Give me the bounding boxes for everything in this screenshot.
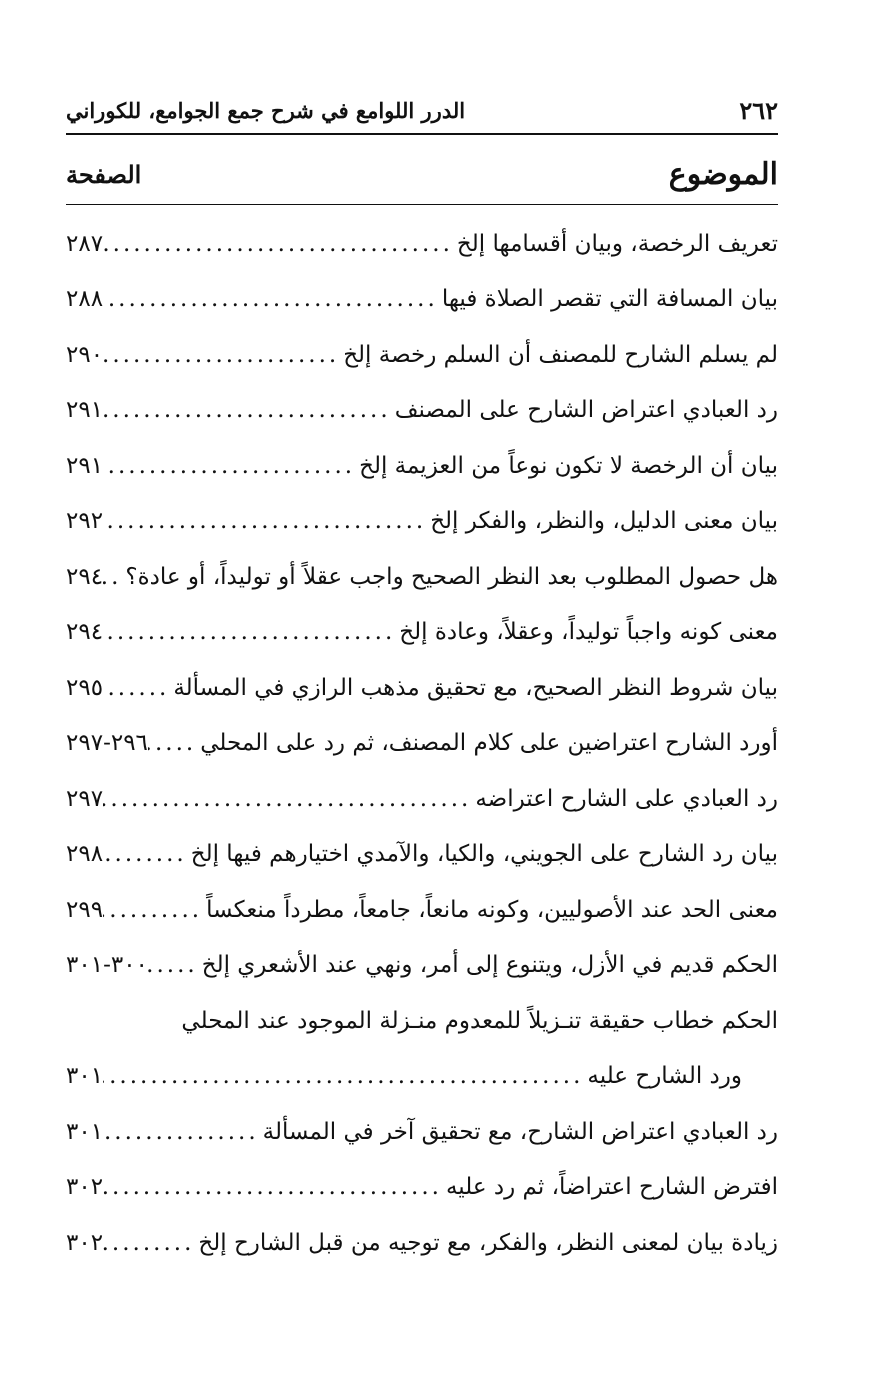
entry-title: بيان معنى الدليل، والنظر، والفكر إلخ [430,508,778,535]
index-entry [66,771,778,827]
column-divider [66,204,778,205]
dot-leader [103,1230,198,1256]
dot-leader [103,231,457,257]
entry-page: ٣٠١ [66,1063,104,1090]
dot-leader [103,508,430,534]
index-entry [66,882,778,938]
dot-leader [103,619,399,645]
entry-title: رد العبادي اعتراض الشارح على المصنف [394,397,778,424]
entry-title: بيان أن الرخصة لا تكون نوعاً من العزيمة إلخ [359,452,778,479]
index-entry [66,716,778,772]
dot-leader [103,1119,263,1145]
dot-leader [148,730,200,756]
dot-leader [103,786,475,812]
index-entry [66,938,778,994]
entry-title: بيان المسافة التي تقصر الصلاة فيها [441,286,778,313]
entry-title: رد العبادي على الشارح اعتراضه [475,785,778,812]
entry-page: ٢٩٤ [66,619,104,646]
entry-page: ٣٠٢ [66,1174,104,1201]
entry-title: الحكم قديم في الأزل، ويتنوع إلى أمر، ونهي عند الأشعري إلخ [201,952,778,979]
index-entry [66,1049,778,1105]
dot-leader [103,675,173,701]
index-entry [66,272,778,328]
header-divider [66,133,778,135]
entry-title: تعريف الرخصة، وبيان أقسامها إلخ [456,230,778,257]
index-entry [66,327,778,383]
entry-title: زيادة بيان لمعنى النظر، والفكر، مع توجيه من قبل الشارح إلخ [198,1229,778,1256]
dot-leader [103,897,206,923]
entry-page: ٢٩٥ [66,674,104,701]
index-page [66,0,778,1379]
page-number: ٢٦٢ [739,95,778,125]
entry-page: ٢٩٩ [66,896,104,923]
entry-page: ٣٠٠-٣٠١ [66,952,148,979]
book-title: الدرر اللوامع في شرح جمع الجوامع، للكوراني [66,97,466,123]
entry-title: ورد الشارح عليه [587,1063,742,1090]
dot-leader [103,564,125,590]
index-entry [66,660,778,716]
index-entry [66,605,778,661]
topic-column-header: الموضوع [668,156,778,192]
entry-page: ٢٨٨ [66,286,104,313]
running-header [66,92,778,128]
index-entry [66,216,778,272]
index-entry [66,438,778,494]
entry-title: رد العبادي اعتراض الشارح، مع تحقيق آخر في المسألة [262,1118,778,1145]
entry-title: لم يسلم الشارح للمصنف أن السلم رخصة إلخ [343,341,778,368]
entry-page: ٢٩٠ [66,341,104,368]
entry-title: معنى الحد عند الأصوليين، وكونه مانعاً، جامعاً، مطرداً منعكساً [206,896,778,923]
column-headers [66,150,778,198]
dot-leader [103,286,442,312]
entry-page: ٢٩٨ [66,841,104,868]
entry-page: ٢٨٧ [66,230,104,257]
dot-leader [103,1063,587,1089]
entry-title: بيان شروط النظر الصحيح، مع تحقيق مذهب الرازي في المسألة [173,674,778,701]
index-entry [66,549,778,605]
index-entry [66,1215,778,1271]
entry-page: ٣٠١ [66,1118,104,1145]
index-entry [66,827,778,883]
entry-title: معنى كونه واجباً توليداً، وعقلاً، وعادة إلخ [399,619,778,646]
entry-page: ٢٩٢ [66,508,104,535]
dot-leader [103,841,191,867]
entry-page: ٢٩٦-٢٩٧ [66,730,148,757]
dot-leader [103,342,343,368]
index-entry [66,494,778,550]
entry-page: ٢٩١ [66,397,104,424]
index-entry [66,993,778,1049]
dot-leader [148,952,202,978]
entry-title: الحكم خطاب حقيقة تنـزيلاً للمعدوم منـزلة الموجود عند المحلي [181,1007,778,1034]
entry-title: افترض الشارح اعتراضاً، ثم رد عليه [445,1174,778,1201]
entry-page: ٢٩٧ [66,785,104,812]
index-entry [66,1160,778,1216]
entry-title: بيان رد الشارح على الجويني، والكيا، والآمدي اختيارهم فيها إلخ [190,841,778,868]
entry-page: ٣٠٢ [66,1229,104,1256]
index-entry [66,1104,778,1160]
entry-page: ٢٩٤ [66,563,104,590]
index-entry [66,383,778,439]
index-entries [66,216,778,1271]
entry-title: أورد الشارح اعتراضين على كلام المصنف، ثم رد على المحلي [200,730,778,757]
page-column-header: الصفحة [66,159,142,189]
dot-leader [103,453,359,479]
dot-leader [103,1174,446,1200]
dot-leader [103,397,395,423]
entry-page: ٢٩١ [66,452,104,479]
entry-title: هل حصول المطلوب بعد النظر الصحيح واجب عقلاً أو توليداً، أو عادة؟ [125,563,778,590]
